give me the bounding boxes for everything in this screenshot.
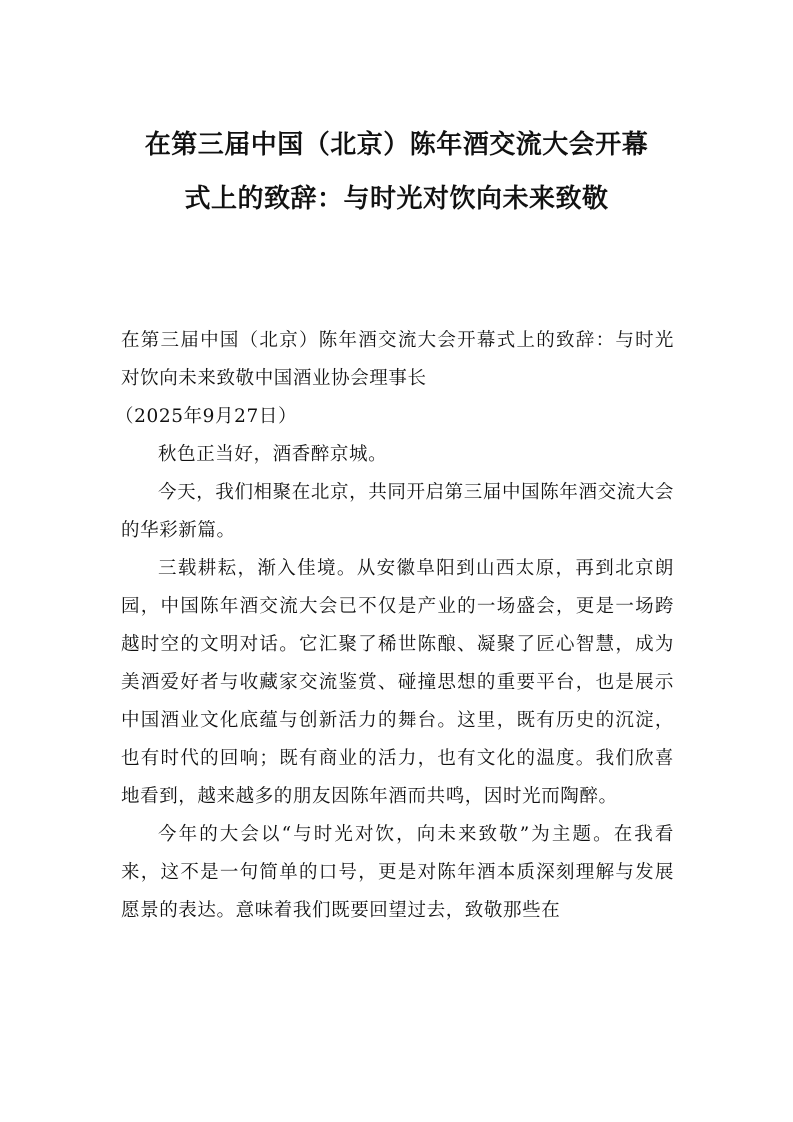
title-line-1: 在第三届中国（北京）陈年酒交流大会开幕 [144, 130, 649, 160]
body-paragraph: 今年的大会以“与时光对饮，向未来致敬”为主题。在我看来，这不是一句简单的口号，更是对陈年酒本质深刻理解与发展愿景的表达。意味着我们既要回望过去，致敬那些在 [121, 824, 674, 921]
body-paragraph: 今天，我们相聚在北京，共同开启第三届中国陈年酒交流大会的华彩新篇。 [121, 482, 674, 541]
body-paragraph: 三载耕耘，渐入佳境。从安徽阜阳到山西太原，再到北京朗园，中国陈年酒交流大会已不仅是产业的一场盛会，更是一场跨越时空的文明对话。它汇聚了稀世陈酿、凝聚了匠心智慧，成为美酒爱好者与收藏家交流鉴赏、碰撞思想的重要平台，也是展示中国酒业文化底蕴与创新活力的舞台。这里，既有历史的沉淀，也有时代的回响；既有商业的活力，也有文化的温度。我们欣喜地看到，越来越多的朋友因陈年酒而共鸣，因时光而陶醉。 [121, 558, 674, 807]
document-title [100, 118, 693, 226]
date-line: （2025年9月27日） [115, 406, 298, 427]
body-paragraph: 秋色正当好，酒香醉京城。 [158, 444, 388, 465]
title-line-2: 式上的致辞：与时光对饮向未来致敬 [184, 184, 609, 214]
subtitle-paragraph: 在第三届中国（北京）陈年酒交流大会开幕式上的致辞：与时光对饮向未来致敬中国酒业协会理事长 [121, 330, 674, 389]
document-body [115, 322, 674, 930]
